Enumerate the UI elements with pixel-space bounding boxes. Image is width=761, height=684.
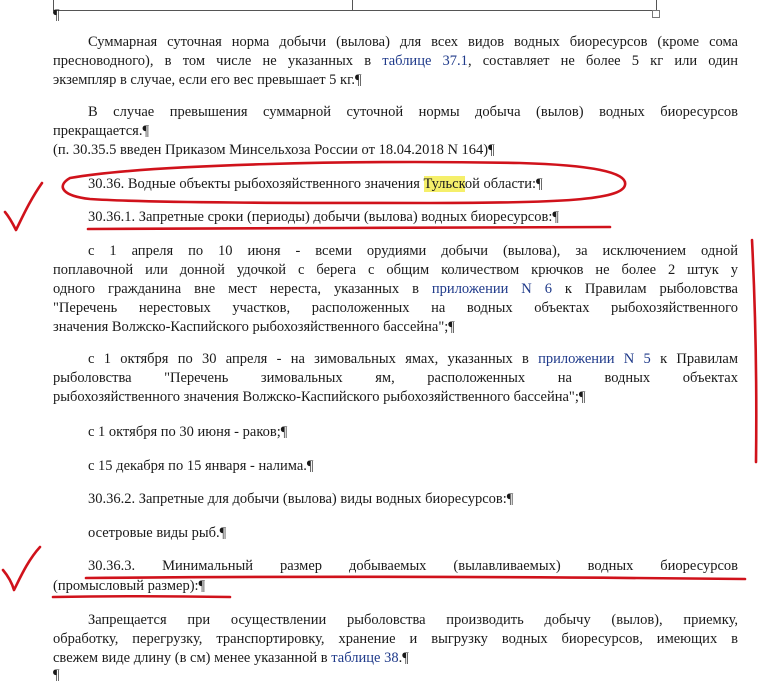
section-30-36-3-heading: (промысловый размер):¶ bbox=[53, 578, 206, 594]
april-ban-line: одного гражданина вне мест нереста, указанных в приложении N 6 к Правилам рыболовства bbox=[53, 281, 738, 297]
october-ban-line: с 1 октября по 30 апреля - на зимовальных ямах, указанных в приложении N 5 к Правилам bbox=[88, 351, 738, 367]
checkmark-icon bbox=[3, 547, 40, 590]
table-38-link[interactable]: таблице 38 bbox=[331, 650, 399, 666]
highlighted-word: Тульск bbox=[423, 176, 465, 192]
underline-30-36-3-line2 bbox=[53, 596, 230, 597]
paragraph-norm-line: экземпляр в случае, если его вес превышает 5 кг.¶ bbox=[53, 72, 362, 88]
underline-30-36-1 bbox=[88, 227, 610, 229]
table-37-1-link[interactable]: таблице 37.1 bbox=[382, 53, 468, 69]
prohibition-line: обработку, перегрузку, транспортировку, хранение и выгрузку водных биоресурсов, имеющих в bbox=[53, 631, 738, 647]
burbot-ban: с 15 декабря по 15 января - налима.¶ bbox=[88, 458, 314, 474]
table-bottom-edge bbox=[53, 0, 657, 11]
section-30-36-3-heading: 30.36.3. Минимальный размер добываемых (вылавливаемых) водных биоресурсов bbox=[88, 558, 738, 574]
section-30-36-2-heading: 30.36.2. Запретные для добычи (вылова) виды водных биоресурсов:¶ bbox=[88, 491, 514, 507]
section-30-36-heading: 30.36. Водные объекты рыбохозяйственного значения Тульской области:¶ bbox=[88, 176, 543, 192]
april-ban-line: значения Волжско-Каспийского рыбохозяйственного бассейна";¶ bbox=[53, 319, 455, 335]
amendment-note: (п. 30.35.5 введен Приказом Минсельхоза России от 18.04.2018 N 164)¶ bbox=[53, 142, 495, 158]
side-bracket-mark bbox=[752, 240, 756, 462]
paragraph-norm-line: Суммарная суточная норма добычи (вылова) для всех видов водных биоресурсов (кроме сома bbox=[88, 34, 738, 50]
paragraph-exceed-line: В случае превышения суммарной суточной нормы добыча (вылов) водных биоресурсов bbox=[88, 104, 738, 120]
pilcrow-mark: ¶ bbox=[53, 667, 60, 683]
april-ban-line: с 1 апреля по 10 июня - всеми орудиями добычи (вылова), за исключением одной bbox=[88, 243, 738, 259]
table-resize-handle[interactable] bbox=[652, 10, 660, 18]
paragraph-norm-line: пресноводного), в том числе не указанных в таблице 37.1, составляет не более 5 кг или один bbox=[53, 53, 738, 69]
section-30-36-1-heading: 30.36.1. Запретные сроки (периоды) добычи (вылова) водных биоресурсов:¶ bbox=[88, 209, 559, 225]
crayfish-ban: с 1 октября по 30 июня - раков;¶ bbox=[88, 424, 288, 440]
sturgeon-species: осетровые виды рыб.¶ bbox=[88, 525, 227, 541]
prohibition-line: Запрещается при осуществлении рыболовства производить добычу (вылов), приемку, bbox=[88, 612, 738, 628]
paragraph-exceed-line: прекращается.¶ bbox=[53, 123, 150, 139]
prohibition-line: свежем виде длину (в см) менее указанной в таблице 38.¶ bbox=[53, 650, 409, 666]
appendix-5-link[interactable]: приложении N 5 bbox=[538, 351, 651, 367]
october-ban-line: рыбохозяйственного значения Волжско-Каспийского рыбохозяйственного бассейна";¶ bbox=[53, 389, 586, 405]
april-ban-line: поплавочной или донной удочкой с берега с общим количеством крючков не более 2 штук у bbox=[53, 262, 738, 278]
table-column-divider bbox=[352, 0, 353, 10]
april-ban-line: "Перечень нерестовых участков, расположенных на водных объектах рыбохозяйственного bbox=[53, 300, 738, 316]
pilcrow-mark: ¶ bbox=[53, 7, 60, 23]
october-ban-line: рыболовства "Перечень зимовальных ям, расположенных на водных объектах bbox=[53, 370, 738, 386]
checkmark-icon bbox=[5, 183, 42, 230]
appendix-6-link[interactable]: приложении N 6 bbox=[431, 281, 552, 297]
